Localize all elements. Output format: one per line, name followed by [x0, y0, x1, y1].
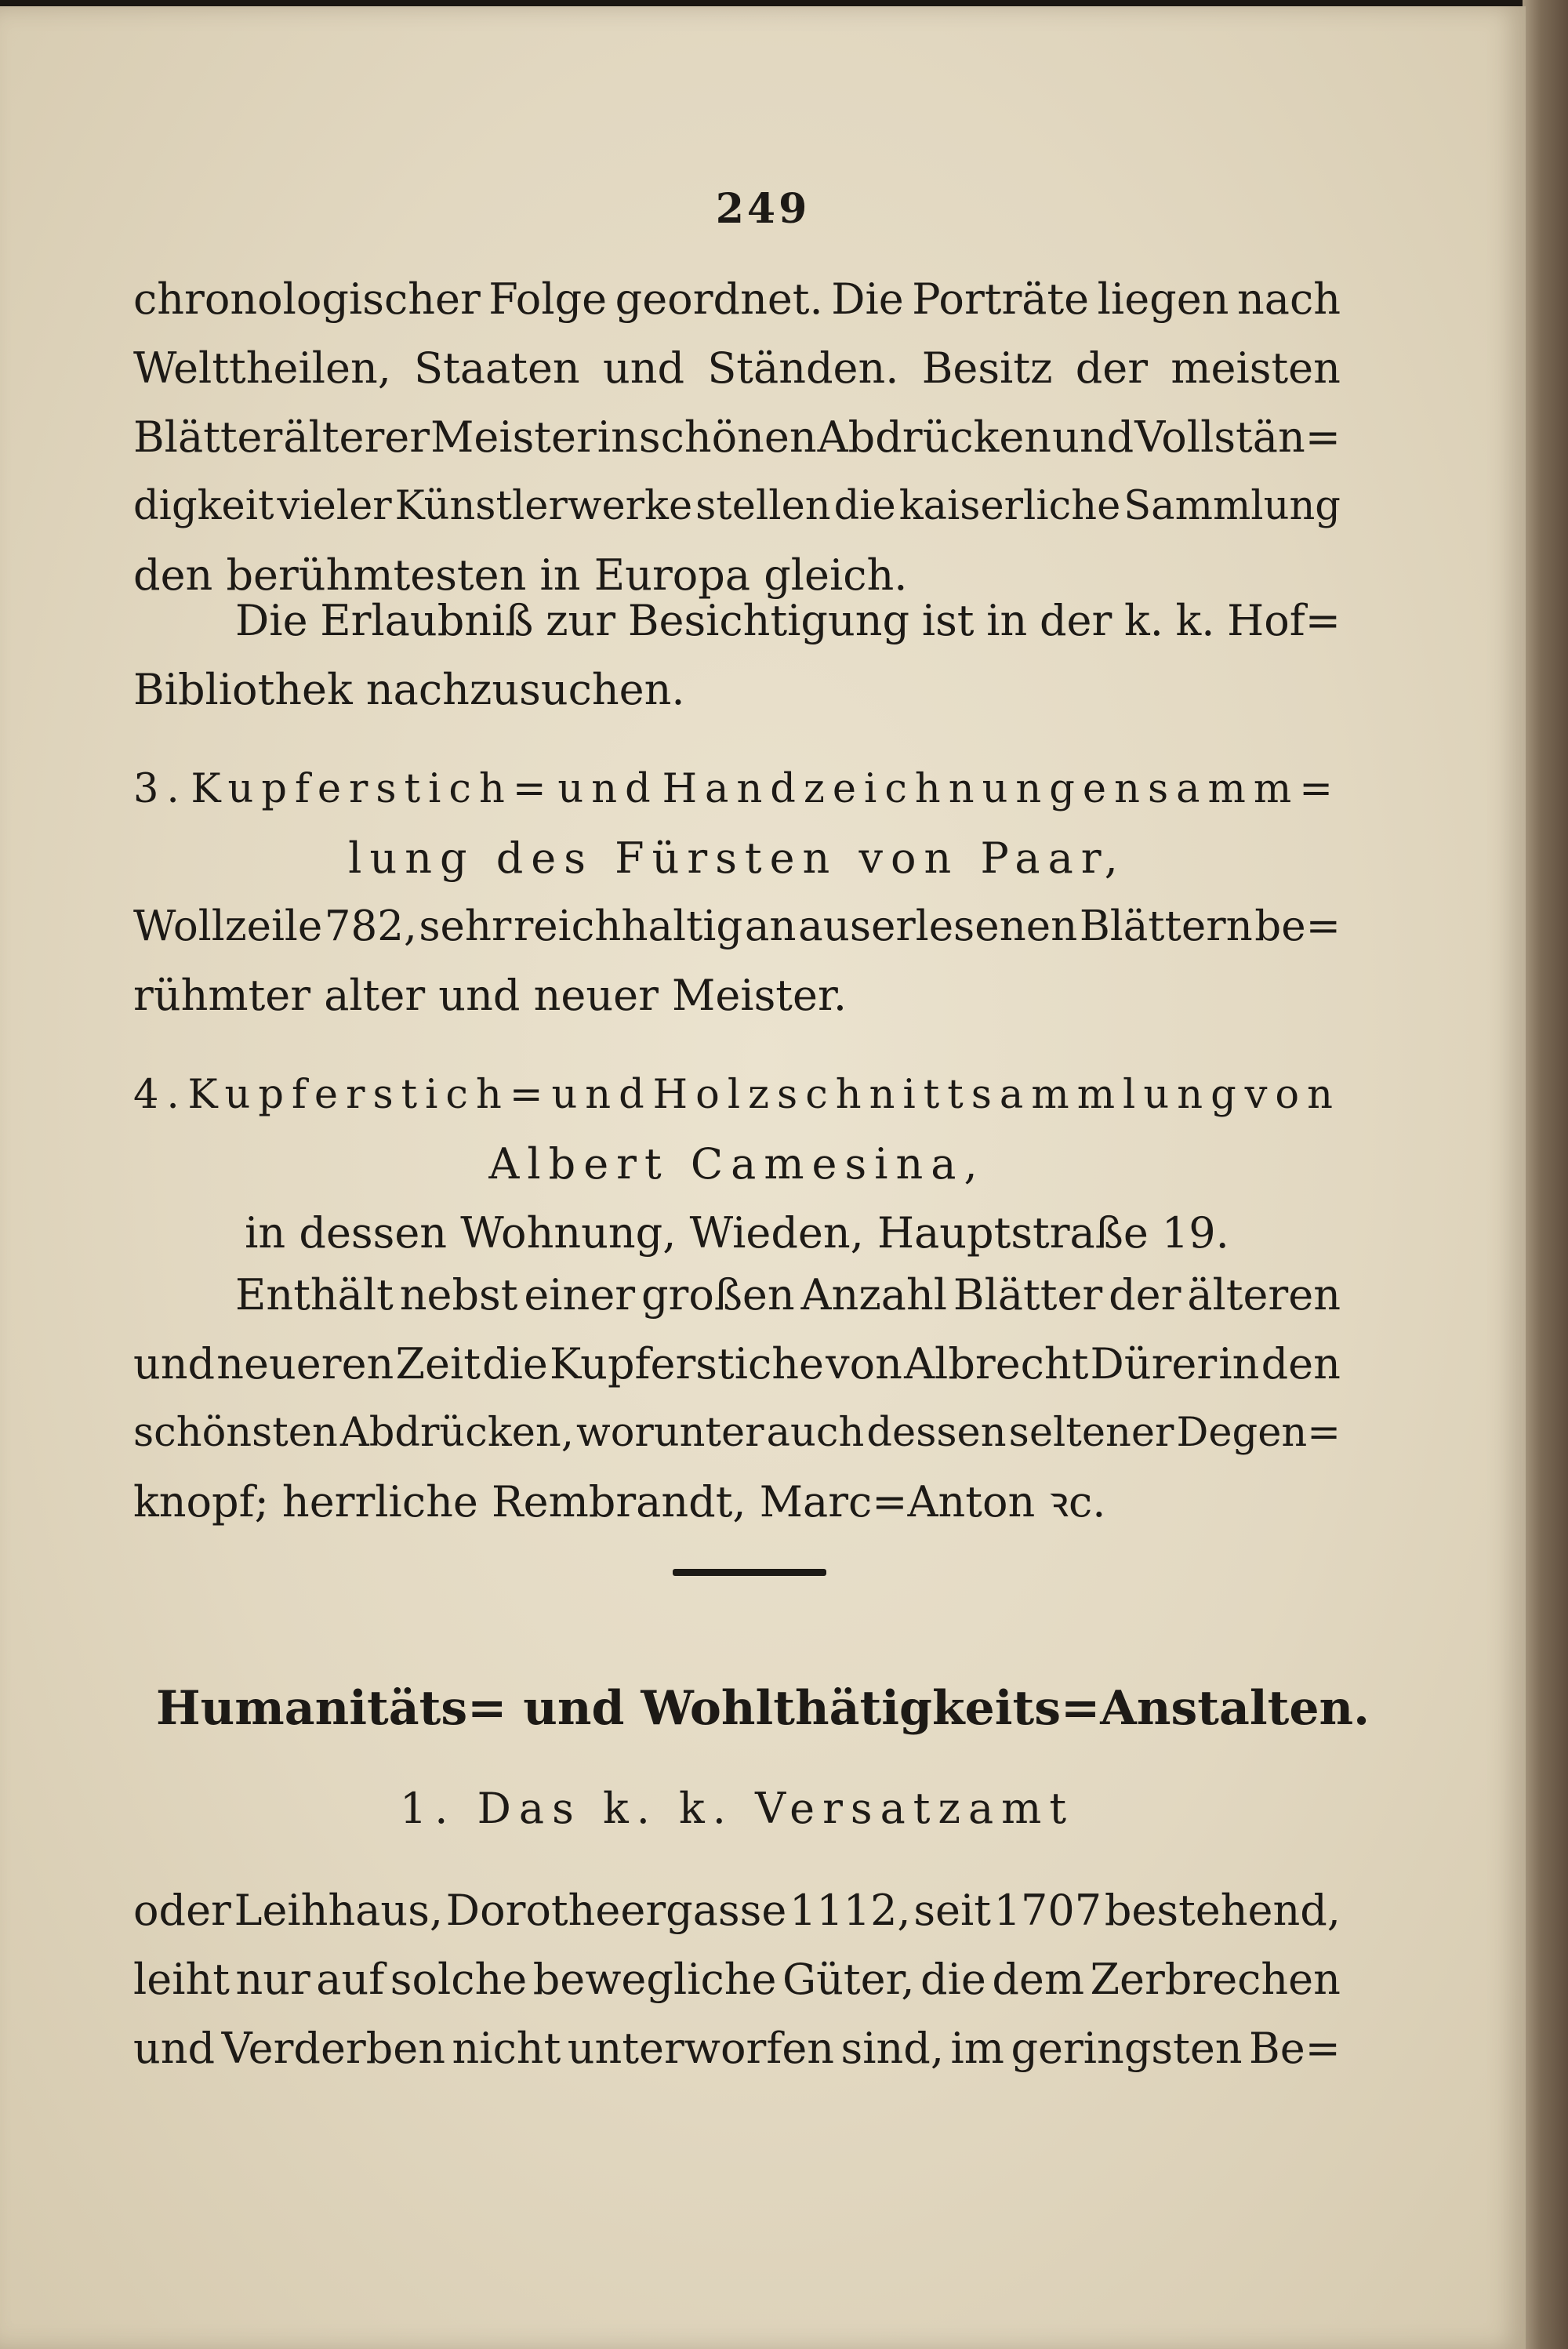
word: älterer [283, 412, 430, 462]
word: Wollzeile [133, 902, 323, 950]
word: seit [913, 1886, 991, 1935]
word: der [1075, 343, 1149, 393]
word: und [551, 1072, 652, 1118]
heading-line [133, 755, 1341, 824]
word: sind, [840, 2024, 945, 2073]
word: älteren [1187, 1270, 1341, 1320]
word: 3. [133, 766, 187, 812]
word: chronologischer [133, 274, 481, 324]
word: Besitz [921, 343, 1053, 393]
word: Holzschnittsammlung [652, 1072, 1244, 1118]
word: Dorotheergasse [445, 1886, 787, 1935]
entry-4-heading [133, 1061, 1341, 1268]
word: Anzahl [800, 1270, 948, 1320]
word: meisten [1171, 343, 1341, 393]
word: Folge [488, 274, 608, 324]
entry-3-text [133, 892, 1341, 1030]
word: in [1218, 1339, 1260, 1389]
word: von [1244, 1072, 1341, 1118]
word: digkeit [133, 483, 274, 529]
word: dessen [866, 1410, 1007, 1456]
word: Abdrücken, [339, 1410, 574, 1456]
word: Staaten [414, 343, 580, 393]
word: schönen [638, 412, 817, 462]
text-line [133, 403, 1341, 472]
word: solche [390, 1955, 528, 2004]
text-line [133, 1399, 1341, 1468]
word: Handzeichnungensamm= [662, 766, 1341, 812]
word: nebst [399, 1270, 518, 1320]
heading-line: Albert Camesina, [488, 1139, 985, 1189]
word: 1707 [993, 1886, 1102, 1935]
paragraph-portraits [133, 265, 1341, 610]
word: Güter, [782, 1955, 915, 2004]
word: nach [1237, 274, 1341, 324]
word: k. [1123, 596, 1163, 645]
text-line [133, 1261, 1341, 1330]
word: Albrecht [904, 1339, 1089, 1389]
word: seltener [1008, 1410, 1174, 1456]
word: bestehend, [1104, 1886, 1341, 1935]
heading-line: lung des Fürsten von Paar, [348, 833, 1126, 883]
text-line [133, 2014, 1341, 2083]
word: nicht [452, 2024, 561, 2073]
page-number: 249 [715, 185, 811, 233]
word: neueren [216, 1339, 394, 1389]
word: 1112, [789, 1886, 911, 1935]
word: Blätter [133, 412, 283, 462]
word: Welttheilen, [133, 343, 391, 393]
word: vieler [277, 483, 392, 529]
word: worunter [576, 1410, 764, 1456]
word: Leihhaus, [234, 1886, 444, 1935]
word: und [557, 766, 659, 812]
word: Enthält [235, 1270, 394, 1320]
word: Vollstän= [1134, 412, 1341, 462]
entry-4-text [133, 1261, 1341, 1537]
word: geordnet. [615, 274, 823, 324]
word: auch [766, 1410, 865, 1456]
word: und [133, 1339, 216, 1389]
word: Die [235, 596, 308, 645]
text-line [133, 586, 1341, 655]
entry-3-heading [133, 755, 1341, 893]
word: Erlaubniß [320, 596, 534, 645]
word: Kupferstich= [187, 1072, 551, 1118]
section-title: Humanitäts= und Wohlthätigkeits=Anstalten. [155, 1681, 1370, 1736]
word: Kupferstiche [550, 1339, 824, 1389]
word: Dürer [1090, 1339, 1218, 1389]
word: Blätter [953, 1270, 1103, 1320]
word: Zeit [395, 1339, 481, 1389]
word: nur [235, 1955, 310, 2004]
text-line: knopf; herrliche Rembrandt, Marc=Anton ꝛc. [133, 1477, 1106, 1527]
word: Sammlung [1123, 483, 1341, 529]
word: Kupferstich= [191, 766, 554, 812]
word: oder [133, 1886, 231, 1935]
text-line [133, 1876, 1341, 1945]
word: großen [641, 1270, 795, 1320]
word: k. [1175, 596, 1215, 645]
word: der [1109, 1270, 1181, 1320]
word: Ständen. [707, 343, 899, 393]
text-line [133, 1945, 1341, 2014]
word: dem [992, 1955, 1085, 2004]
word: reichhaltig [513, 902, 743, 950]
subsection-heading: 1. Das k. k. Versatzamt [399, 1784, 1075, 1833]
word: kaiserliche [898, 483, 1121, 529]
text-line [133, 472, 1341, 541]
word: Hof= [1227, 596, 1341, 645]
word: an [744, 902, 797, 950]
word: von [826, 1339, 902, 1389]
word: Meister [430, 412, 597, 462]
word: Die [831, 274, 904, 324]
word: be= [1254, 902, 1341, 950]
word: und [133, 2024, 216, 2073]
text-line: Bibliothek nachzusuchen. [133, 665, 685, 714]
text-line [133, 334, 1341, 403]
text-line: rühmter alter und neuer Meister. [133, 971, 847, 1020]
paragraph-permission [133, 586, 1341, 724]
word: Blättern [1079, 902, 1253, 950]
word: zur [546, 596, 616, 645]
word: Abdrücken [817, 412, 1052, 462]
word: Verderben [221, 2024, 446, 2073]
word: in [986, 596, 1028, 645]
word: einer [524, 1270, 636, 1320]
word: der [1039, 596, 1112, 645]
heading-line [133, 1061, 1341, 1130]
subsection-text [133, 1876, 1341, 2083]
word: Besichtigung [627, 596, 910, 645]
word: in [597, 412, 638, 462]
book-page-edge [1523, 0, 1568, 2349]
word: auserlesenen [798, 902, 1078, 950]
word: im [950, 2024, 1004, 2073]
word: Porträte [912, 274, 1090, 324]
text-line [133, 892, 1341, 961]
word: geringsten [1011, 2024, 1243, 2073]
word: die [482, 1339, 548, 1389]
word: ist [921, 596, 975, 645]
word: leiht [133, 1955, 230, 2004]
word: Degen= [1176, 1410, 1341, 1456]
text-line [133, 265, 1341, 334]
text-line: den berühmtesten in Europa gleich. [133, 550, 908, 600]
word: den [1261, 1339, 1341, 1389]
word: und [602, 343, 685, 393]
word: die [920, 1955, 986, 2004]
word: liegen [1097, 274, 1229, 324]
word: unterworfen [567, 2024, 835, 2073]
word: bewegliche [532, 1955, 777, 2004]
word: schönsten [133, 1410, 338, 1456]
word: Zerbrechen [1090, 1955, 1341, 2004]
word: die [833, 483, 896, 529]
book-page [0, 6, 1526, 2349]
word: Künstlerwerke [394, 483, 693, 529]
text-line [133, 1330, 1341, 1399]
word: 782, [324, 902, 417, 950]
word: stellen [695, 483, 831, 529]
word: Be= [1249, 2024, 1341, 2073]
address-line: in dessen Wohnung, Wieden, Hauptstraße 19. [245, 1208, 1229, 1258]
section-divider [673, 1569, 826, 1576]
word: auf [316, 1955, 385, 2004]
word: und [1052, 412, 1134, 462]
word: sehr [419, 902, 512, 950]
word: 4. [133, 1072, 187, 1118]
subsection-heading-block [133, 1774, 1341, 1843]
